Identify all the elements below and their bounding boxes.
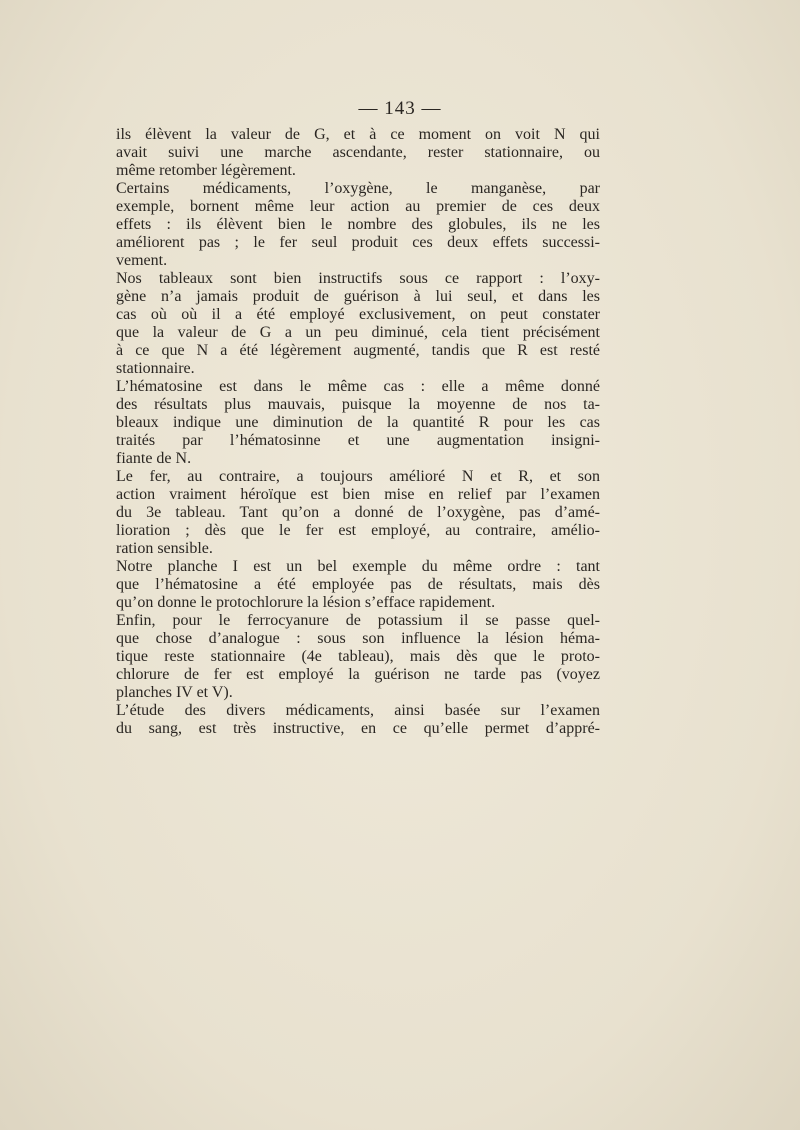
body-text [116,126,600,738]
text-line: Nos tableaux sont bien instructifs sous ce rapport : l’oxy- [116,270,600,287]
text-line: fiante de N. [116,450,192,467]
text-line: gène n’a jamais produit de guérison à lui seul, et dans les [116,288,600,305]
text-line: que l’hématosine a été employée pas de résultats, mais dès [116,576,600,593]
text-line: que chose d’analogue : sous son influence la lésion héma- [116,630,600,647]
text-line: du sang, est très instructive, en ce qu’elle permet d’appré- [116,720,600,737]
text-line: tique reste stationnaire (4e tableau), mais dès que le proto- [116,648,600,665]
page-number: — 143 — [358,98,442,119]
text-line: qu’on donne le protochlorure la lésion s’efface rapidement. [116,594,496,611]
text-line: à ce que N a été légèrement augmenté, tandis que R est resté [116,342,600,359]
text-line: Enfin, pour le ferrocyanure de potassium il se passe quel- [116,612,600,629]
text-line: Notre planche I est un bel exemple du même ordre : tant [116,558,600,575]
text-line: ils élèvent la valeur de G, et à ce moment on voit N qui [116,126,600,143]
text-line: effets : ils élèvent bien le nombre des globules, ils ne les [116,216,600,233]
text-line: bleaux indique une diminution de la quantité R pour les cas [116,414,600,431]
text-line: L’hématosine est dans le même cas : elle a même donné [116,378,600,395]
text-line: planches IV et V). [116,684,233,701]
text-line: L’étude des divers médicaments, ainsi basée sur l’examen [116,702,600,719]
text-line: Le fer, au contraire, a toujours amélioré N et R, et son [116,468,600,485]
text-line: lioration ; dès que le fer est employé, au contraire, amélio- [116,522,600,539]
text-line: Certains médicaments, l’oxygène, le manganèse, par [116,180,600,197]
text-line: ration sensible. [116,540,213,557]
text-line: que la valeur de G a un peu diminué, cela tient précisément [116,324,600,341]
text-line: stationnaire. [116,360,195,377]
text-line: exemple, bornent même leur action au premier de ces deux [116,198,600,215]
text-line: améliorent pas ; le fer seul produit ces deux effets successi- [116,234,600,251]
text-line: du 3e tableau. Tant qu’on a donné de l’oxygène, pas d’amé- [116,504,600,521]
text-line: traités par l’hématosinne et une augmentation insigni- [116,432,600,449]
text-line: cas où où il a été employé exclusivement, on peut constater [116,306,600,323]
text-line: des résultats plus mauvais, puisque la moyenne de nos ta- [116,396,600,413]
text-line: vement. [116,252,168,269]
text-line: même retomber légèrement. [116,162,296,179]
text-line: chlorure de fer est employé la guérison ne tarde pas (voyez [116,666,600,683]
text-line: avait suivi une marche ascendante, rester stationnaire, ou [116,144,600,161]
text-line: action vraiment héroïque est bien mise en relief par l’examen [116,486,600,503]
